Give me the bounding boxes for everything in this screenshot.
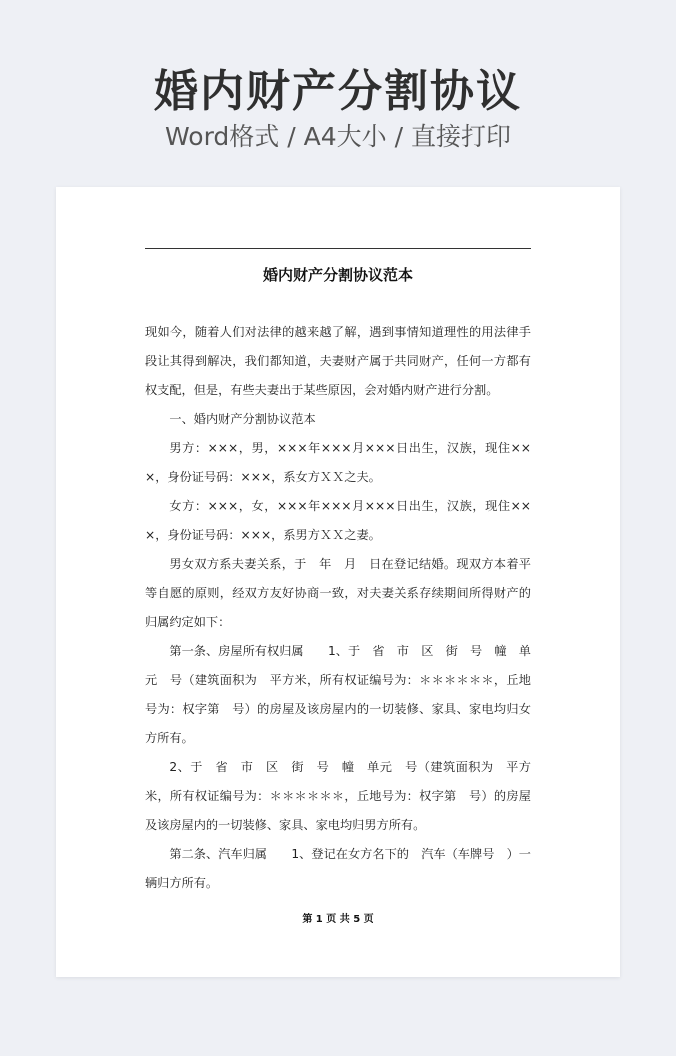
husband-info-paragraph: 男方：×××，男，×××年×××月×××日出生，汉族，现住×××，身份证号码：×××，系女方ＸＸ之夫。 bbox=[145, 441, 531, 484]
article-two-paragraph: 第二条、汽车归属 1、登记在女方名下的 汽车（车牌号 ）一辆归方所有。 bbox=[145, 847, 531, 890]
intro-paragraph: 现如今，随着人们对法律的越来越了解，遇到事情知道理性的用法律手段让其得到解决，我们都知道，夫妻财产属于共同财产，任何一方都有权支配，但是，有些夫妻出于某些原因，会对婚内财产进行分割。 bbox=[145, 325, 531, 397]
document-body bbox=[145, 318, 531, 898]
page-subtitle: Word格式 / A4大小 / 直接打印 bbox=[165, 122, 511, 151]
document-page bbox=[56, 187, 620, 977]
section-heading: 一、婚内财产分割协议范本 bbox=[169, 412, 316, 426]
header-rule bbox=[145, 248, 531, 249]
wife-info-paragraph: 女方：×××，女，×××年×××月×××日出生，汉族，现住×××，身份证号码：×××，系男方ＸＸ之妻。 bbox=[145, 499, 531, 542]
page-title: 婚内财产分割协议 bbox=[154, 66, 522, 117]
page-number: 第 1 页 共 5 页 bbox=[302, 914, 374, 925]
document-title: 婚内财产分割协议范本 bbox=[262, 266, 413, 284]
marriage-paragraph: 男女双方系夫妻关系，于 年 月 日在登记结婚。现双方本着平等自愿的原则，经双方友好协商一致，对夫妻关系存续期间所得财产的归属约定如下： bbox=[145, 557, 531, 629]
article-one-paragraph: 第一条、房屋所有权归属 1、于 省 市 区 街 号 幢 单元 号（建筑面积为 平方米，所有权证编号为：＊＊＊＊＊＊，丘地号为：权字第 号）的房屋及该房屋内的一切装修、家具、家电均归女方所有。 bbox=[145, 644, 531, 745]
page-header bbox=[0, 0, 676, 180]
article-one-item-two-paragraph: 2、于 省 市 区 街 号 幢 单元 号（建筑面积为 平方米，所有权证编号为：＊＊＊＊＊＊，丘地号为：权字第 号）的房屋及该房屋内的一切装修、家具、家电均归男方所有。 bbox=[145, 760, 531, 832]
